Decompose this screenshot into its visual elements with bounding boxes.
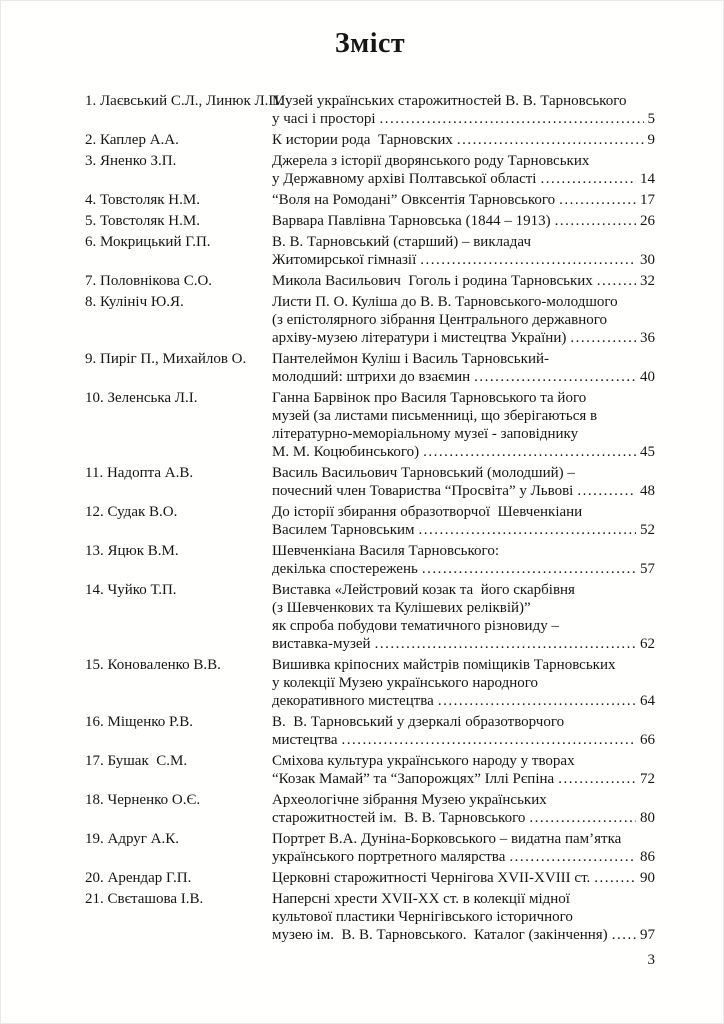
toc-title-line — [272, 110, 655, 128]
toc-title-line — [272, 731, 655, 749]
toc-title-line: Портрет В.А. Дуніна-Борковського – видатна пам’ятка — [272, 831, 622, 847]
toc-title-line: До історії збирання образотворчої Шевченкіани — [272, 504, 583, 520]
toc-page-number: 66 — [640, 732, 655, 748]
toc-entry — [85, 890, 655, 944]
toc-page-number: 5 — [647, 111, 655, 127]
toc-entry — [85, 389, 655, 461]
toc-page-number: 48 — [640, 483, 655, 499]
toc-entry-title — [272, 389, 655, 461]
toc-entry-title — [272, 581, 655, 653]
toc-entry — [85, 131, 655, 149]
toc-line-text: мистецтва — [272, 732, 338, 748]
toc-entry-author: 2. Каплер А.А. — [85, 132, 179, 148]
toc-page-number: 72 — [640, 771, 655, 787]
toc-title-line: у колекції Музею українського народного — [272, 675, 539, 691]
toc-entry-title — [272, 869, 655, 887]
toc-line-text: музею ім. В. В. Тарновського. Каталог (закінчення) — [272, 927, 608, 943]
toc-title-line: (з Шевченкових та Кулішевих реліквій)” — [272, 600, 531, 616]
dot-leader — [558, 770, 636, 788]
dot-leader — [559, 191, 636, 209]
page-number: 3 — [647, 952, 655, 968]
dot-leader — [555, 212, 636, 230]
toc-title-line: культової пластики Чернігівського історичного — [272, 909, 573, 925]
toc-entry — [85, 92, 655, 128]
toc-page-number: 40 — [640, 369, 655, 385]
toc-entry-title — [272, 212, 655, 230]
dot-leader — [380, 110, 644, 128]
toc-entry-author: 12. Судак В.О. — [85, 504, 178, 520]
toc-entry — [85, 293, 655, 347]
toc-title-line: Наперсні хрести XVII-XX ст. в колекції мідної — [272, 891, 570, 907]
toc-entry — [85, 191, 655, 209]
toc-page-number: 52 — [640, 522, 655, 538]
toc-entry-title — [272, 92, 655, 128]
toc-line-text: декілька спостережень — [272, 561, 418, 577]
toc-title-line: Пантелеймон Куліш і Василь Тарновський- — [272, 351, 549, 367]
toc-line-text: “Воля на Ромодані” Овксентія Тарновського — [272, 192, 556, 208]
toc-entry-author: 18. Черненко О.Є. — [85, 792, 201, 808]
toc-entry-author: 5. Товстоляк Н.М. — [85, 213, 200, 229]
toc-line-text: Микола Васильович Гоголь і родина Тарновських — [272, 273, 593, 289]
toc-entry-author: 17. Бушак С.М. — [85, 753, 188, 769]
toc-title-line — [272, 809, 655, 827]
toc-line-text: старожитностей ім. В. В. Тарновського — [272, 810, 526, 826]
toc-title-line: В. В. Тарновський у дзеркалі образотворчого — [272, 714, 565, 730]
toc-title-line: Шевченкіана Василя Тарновського: — [272, 543, 499, 559]
toc-page-number: 14 — [640, 171, 655, 187]
toc-title-line: Василь Васильович Тарновський (молодший) – — [272, 465, 575, 481]
toc-entry — [85, 212, 655, 230]
page-title: Зміст — [334, 28, 406, 59]
toc-entry — [85, 581, 655, 653]
dot-leader — [375, 635, 636, 653]
toc-entry-title — [272, 233, 655, 269]
toc-entry — [85, 791, 655, 827]
dot-leader — [422, 560, 636, 578]
toc-title-line — [272, 521, 655, 539]
toc-title-line — [272, 368, 655, 386]
dot-leader — [509, 848, 636, 866]
toc-title-line — [272, 443, 655, 461]
toc-line-text: Василем Тарновським — [272, 522, 415, 538]
toc-entry — [85, 350, 655, 386]
toc-entry-title — [272, 890, 655, 944]
toc-page-number: 97 — [640, 927, 655, 943]
toc-entry-author: 16. Міщенко Р.В. — [85, 714, 193, 730]
toc-entry-title — [272, 152, 655, 188]
toc-title-line: як спроба побудови тематичного різновиду – — [272, 618, 559, 634]
toc-entry-author: 10. Зеленська Л.І. — [85, 390, 198, 406]
toc-title-line: Археологічне зібрання Музею українських — [272, 792, 547, 808]
toc-title-line — [272, 560, 655, 578]
toc-title-line — [272, 191, 655, 209]
toc-entry-title — [272, 656, 655, 710]
toc-entry-title — [272, 191, 655, 209]
toc-page-number: 17 — [640, 192, 655, 208]
toc-entry-title — [272, 350, 655, 386]
toc-entry-author: 7. Половнікова С.О. — [85, 273, 213, 289]
toc-title-line — [272, 848, 655, 866]
toc-entry — [85, 272, 655, 290]
toc-entry-title — [272, 791, 655, 827]
toc-entry-author: 13. Яцюк В.М. — [85, 543, 179, 559]
toc-entry — [85, 752, 655, 788]
toc-page-number: 62 — [640, 636, 655, 652]
dot-leader — [423, 443, 636, 461]
toc-line-text: декоративного мистецтва — [272, 693, 434, 709]
toc-entry-title — [272, 293, 655, 347]
toc-title-line — [272, 251, 655, 269]
toc-page-number: 57 — [640, 561, 655, 577]
toc-entry-title — [272, 752, 655, 788]
toc-page-number: 64 — [640, 693, 655, 709]
toc-title-line — [272, 770, 655, 788]
toc-title-line: літературно-меморіальному музеї - заповіднику — [272, 426, 579, 442]
toc-line-text: у Державному архіві Полтавської області — [272, 171, 537, 187]
toc-entry — [85, 503, 655, 539]
toc-line-text: українського портретного малярства — [272, 849, 506, 865]
toc-entry — [85, 713, 655, 749]
dot-leader — [529, 809, 636, 827]
toc-title-line — [272, 170, 655, 188]
toc-line-text: “Козак Мамай” та “Запорожцях” Іллі Рєпіна — [272, 771, 555, 787]
dot-leader — [577, 482, 636, 500]
toc-entry — [85, 869, 655, 887]
toc-page-number: 80 — [640, 810, 655, 826]
toc-entry-author: 3. Яненко З.П. — [85, 153, 177, 169]
toc-title-line — [272, 869, 655, 887]
toc-line-text: молодший: штрихи до взаємин — [272, 369, 471, 385]
dot-leader — [597, 272, 636, 290]
toc-entry-author: 21. Свєташова І.В. — [85, 891, 204, 907]
toc-entry — [85, 656, 655, 710]
toc-list — [85, 92, 655, 944]
toc-entry-author: 1. Лаєвський С.Л., Линюк Л.П. — [85, 93, 284, 109]
toc-entry — [85, 542, 655, 578]
toc-entry-title — [272, 503, 655, 539]
dot-leader — [420, 251, 636, 269]
dot-leader — [570, 329, 636, 347]
toc-title-line: Джерела з історії дворянського роду Тарновських — [272, 153, 590, 169]
toc-title-line: (з епістолярного зібрання Центрального державного — [272, 312, 607, 328]
toc-page-number: 36 — [640, 330, 655, 346]
toc-entry-author: 4. Товстоляк Н.М. — [85, 192, 200, 208]
toc-title-line: Виставка «Лейстровий козак та його скарбівня — [272, 582, 575, 598]
toc-entry-title — [272, 464, 655, 500]
toc-entry-author: 8. Кулініч Ю.Я. — [85, 294, 184, 310]
toc-title-line — [272, 329, 655, 347]
toc-title-line: Листи П. О. Куліша до В. В. Тарновського-молодшого — [272, 294, 618, 310]
toc-entry-author: 15. Коноваленко В.В. — [85, 657, 221, 673]
toc-entry-title — [272, 272, 655, 290]
dot-leader — [612, 926, 636, 944]
toc-title-line: В. В. Тарновський (старший) – викладач — [272, 234, 531, 250]
toc-entry-author: 20. Арендар Г.П. — [85, 870, 192, 886]
toc-title-line: Сміхова культура українського народу у творах — [272, 753, 575, 769]
toc-entry-author: 14. Чуйко Т.П. — [85, 582, 177, 598]
dot-leader — [438, 692, 636, 710]
toc-line-text: виставка-музей — [272, 636, 371, 652]
toc-page-number: 86 — [640, 849, 655, 865]
toc-entry-title — [272, 542, 655, 578]
toc-title-line: музей (за листами письменниці, що зберігаються в — [272, 408, 598, 424]
toc-entry-author: 9. Пиріг П., Михайлов О. — [85, 351, 247, 367]
toc-line-text: архіву-музею літератури і мистецтва України) — [272, 330, 567, 346]
dot-leader — [540, 170, 636, 188]
dot-leader — [474, 368, 636, 386]
toc-title-line — [272, 272, 655, 290]
dot-leader — [457, 131, 644, 149]
toc-line-text: Варвара Павлівна Тарновська (1844 – 1913) — [272, 213, 551, 229]
toc-entry-author: 19. Адруг А.К. — [85, 831, 180, 847]
toc-page-number: 26 — [640, 213, 655, 229]
toc-entry-title — [272, 830, 655, 866]
toc-page-number: 45 — [640, 444, 655, 460]
toc-line-text: Церковні старожитності Чернігова XVII-XVIII ст. — [272, 870, 591, 886]
toc-page-number: 9 — [647, 132, 655, 148]
toc-entry — [85, 464, 655, 500]
toc-title-line: Вишивка кріпосних майстрів поміщиків Тарновських — [272, 657, 616, 673]
toc-line-text: М. М. Коцюбинського) — [272, 444, 420, 460]
toc-title-line — [272, 635, 655, 653]
toc-page-number: 30 — [640, 252, 655, 268]
toc-entry — [85, 233, 655, 269]
toc-title-line — [272, 926, 655, 944]
toc-line-text: почесний член Товариства “Просвіта” у Львові — [272, 483, 574, 499]
toc-line-text: Житомирської гімназії — [272, 252, 417, 268]
toc-title-line — [272, 131, 655, 149]
toc-entry-author: 6. Мокрицький Г.П. — [85, 234, 211, 250]
dot-leader — [342, 731, 636, 749]
toc-title-line: Ганна Барвінок про Василя Тарновського та його — [272, 390, 587, 406]
dot-leader — [419, 521, 636, 539]
toc-page-number: 90 — [640, 870, 655, 886]
toc-entry — [85, 830, 655, 866]
toc-title-line — [272, 482, 655, 500]
toc-title-line — [272, 212, 655, 230]
toc-line-text: К истории рода Тарновских — [272, 132, 453, 148]
dot-leader — [594, 869, 636, 887]
toc-entry-author: 11. Надопта А.В. — [85, 465, 194, 481]
toc-page-number: 32 — [640, 273, 655, 289]
toc-entry-title — [272, 713, 655, 749]
toc-entry-title — [272, 131, 655, 149]
toc-title-line — [272, 692, 655, 710]
toc-title-line: Музей українських старожитностей В. В. Тарновського — [272, 93, 627, 109]
toc-entry — [85, 152, 655, 188]
toc-line-text: у часі і просторі — [272, 111, 376, 127]
